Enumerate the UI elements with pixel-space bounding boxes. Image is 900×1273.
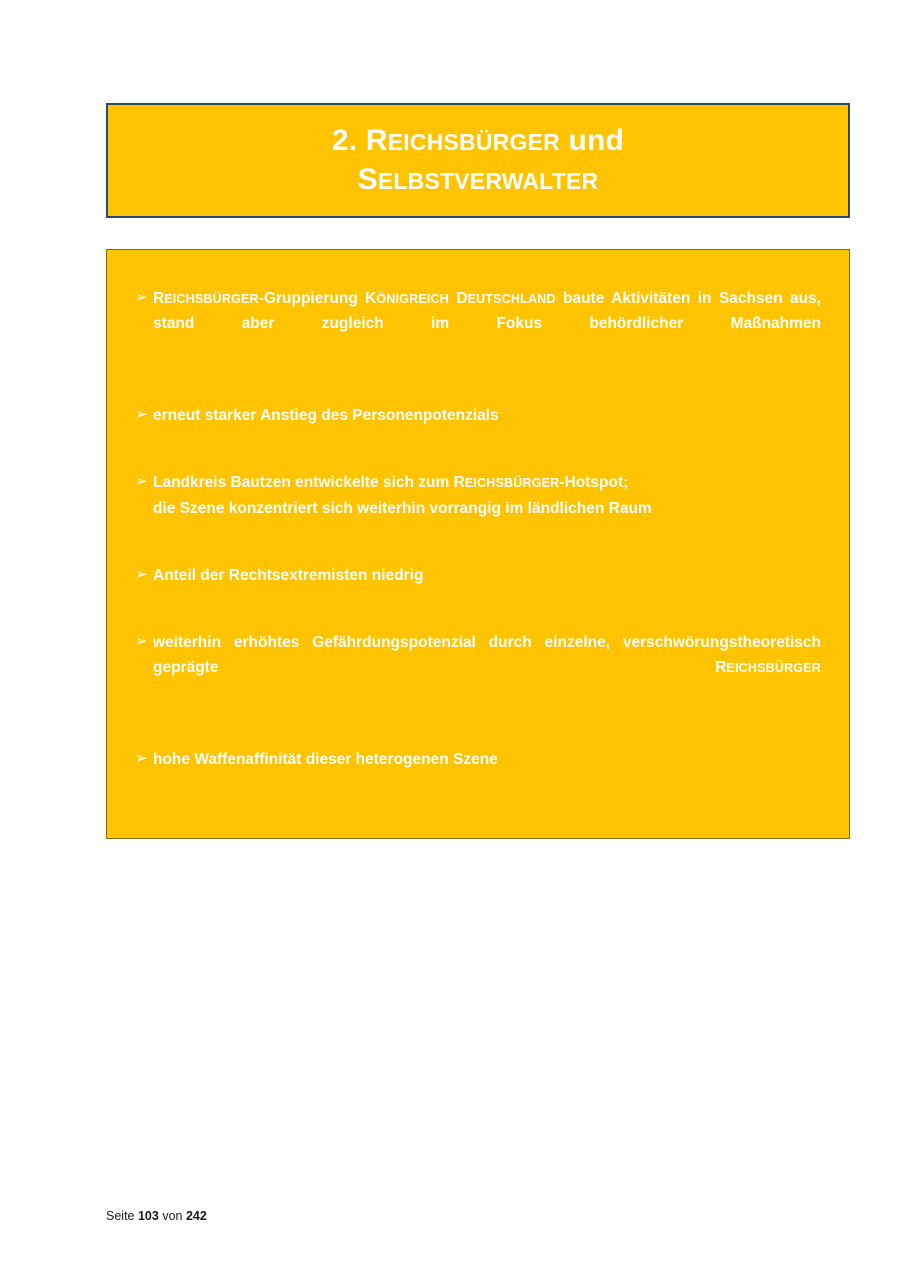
title-word2-rest: ELBSTVERWALTER bbox=[377, 167, 599, 194]
list-item-text bbox=[153, 470, 835, 520]
list-item bbox=[121, 563, 835, 588]
smallcaps-initial: K bbox=[365, 290, 377, 307]
smallcaps-rest: EICHSBÜRGER bbox=[464, 476, 560, 491]
page-footer bbox=[106, 1209, 207, 1223]
text-segment: -Gruppierung bbox=[258, 290, 366, 307]
list-item bbox=[121, 630, 835, 705]
arrow-bullet-icon: ➢ bbox=[135, 406, 148, 424]
footer-label-page: Seite bbox=[106, 1209, 135, 1223]
list-item-text bbox=[153, 286, 835, 361]
smallcaps-initial: R bbox=[715, 658, 727, 676]
arrow-bullet-icon: ➢ bbox=[135, 289, 148, 306]
footer-label-of: von bbox=[162, 1209, 183, 1223]
smallcaps-rest: EUTSCHLAND bbox=[467, 292, 556, 306]
smallcaps-rest: ÖNIGREICH bbox=[376, 292, 449, 306]
arrow-bullet-icon: ➢ bbox=[135, 632, 148, 650]
footer-total-pages: 242 bbox=[185, 1209, 207, 1223]
list-item-text bbox=[153, 630, 835, 705]
smallcaps-initial: R bbox=[153, 290, 165, 307]
title-conjunction: und bbox=[568, 124, 625, 158]
list-item bbox=[121, 403, 835, 428]
text-segment: Anteil der Rechtsextremisten niedrig bbox=[153, 566, 424, 584]
smallcaps-rest: EICHSBÜRGER bbox=[726, 660, 821, 675]
smallcaps-initial: R bbox=[453, 474, 465, 492]
list-item bbox=[121, 470, 835, 520]
footer-current-page: 103 bbox=[137, 1209, 159, 1223]
arrow-bullet-icon: ➢ bbox=[135, 473, 148, 491]
list-item-text bbox=[153, 563, 835, 588]
list-item-text bbox=[153, 403, 835, 428]
text-segment: erneut starker Anstieg des Personenpotenzials bbox=[153, 407, 499, 425]
text-segment: Landkreis Bautzen entwickelte sich zum bbox=[153, 474, 454, 492]
text-segment: hohe Waffenaffinität dieser heterogenen Szene bbox=[153, 751, 498, 769]
title-word2-initial: S bbox=[357, 162, 378, 196]
list-item-text bbox=[153, 747, 835, 772]
smallcaps-initial: D bbox=[456, 290, 468, 307]
title-number: 2. bbox=[331, 124, 358, 158]
text-segment: baute Aktivitäten in Sachsen aus, stand aber zugleich im Fokus behördlicher Maßnahmen bbox=[153, 290, 821, 333]
arrow-bullet-icon: ➢ bbox=[135, 750, 148, 768]
summary-content-box bbox=[106, 249, 850, 839]
text-segment: -Hotspot; bbox=[559, 474, 629, 492]
arrow-bullet-icon: ➢ bbox=[135, 565, 148, 583]
text-segment: die Szene konzentriert sich weiterhin vorrangig im ländlichen Raum bbox=[153, 499, 652, 517]
page-title bbox=[322, 122, 634, 199]
list-item bbox=[121, 747, 835, 772]
title-word1-initial: R bbox=[365, 124, 388, 158]
list-item bbox=[121, 286, 835, 361]
smallcaps-rest: EICHSBÜRGER bbox=[164, 292, 259, 306]
title-word1-rest: EICHSBÜRGER bbox=[387, 129, 560, 156]
text-segment: weiterhin erhöhtes Gefährdungspotenzial durch einzelne, verschwörungstheoretisch geprägte bbox=[153, 633, 821, 676]
section-title-box bbox=[106, 103, 850, 218]
